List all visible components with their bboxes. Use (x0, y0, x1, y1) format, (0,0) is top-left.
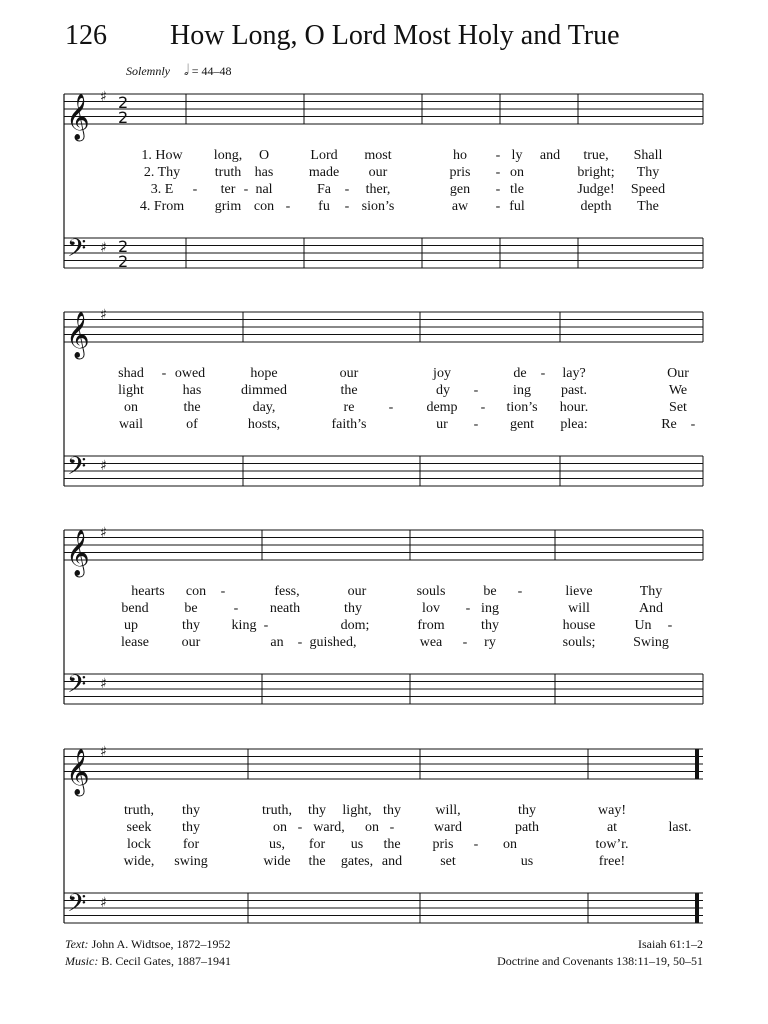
lyric-syllable: - (192, 182, 198, 197)
lyric-syllable: dy (436, 383, 450, 398)
lyric-syllable: our (368, 165, 388, 180)
lyric-syllable: tow’r. (595, 837, 629, 852)
lyric-syllable: aw (451, 199, 469, 214)
lyric-syllable: on (510, 165, 524, 180)
lyric-syllable: has (182, 383, 202, 398)
lyric-syllable: We (668, 383, 688, 398)
treble-staff (64, 94, 703, 124)
lyric-syllable: lieve (565, 584, 593, 599)
bass-clef-icon: 𝄢 (67, 670, 87, 705)
lyric-syllable: wide, (123, 854, 155, 869)
lyric-syllable: tion’s (506, 400, 538, 415)
lyric-syllable: Thy (636, 165, 660, 180)
lyric-syllable: Judge! (577, 182, 615, 197)
lyric-syllable: Speed (630, 182, 666, 197)
time-signature-icon: 2 (118, 93, 129, 112)
time-signature-icon: 2 (118, 108, 129, 127)
lyric-syllable: truth, (124, 803, 154, 818)
lyric-syllable: and (381, 854, 403, 869)
lyric-line-verse-1 (0, 584, 768, 600)
sharp-icon: ♯ (100, 89, 107, 105)
lyric-syllable: ho (453, 148, 467, 163)
lyric-syllable: lock (126, 837, 152, 852)
lyric-syllable: guished, (309, 635, 357, 650)
lyric-syllable: light, (342, 803, 372, 818)
tempo-marking (126, 62, 232, 80)
sharp-icon: ♯ (100, 525, 107, 541)
lyric-syllable: thy (481, 618, 499, 633)
lyric-syllable: our (181, 635, 201, 650)
music-system (0, 735, 768, 935)
credits-authors (65, 936, 231, 970)
lyric-syllable: Shall (633, 148, 663, 163)
lyric-syllable: ing (513, 383, 531, 398)
time-signature-icon: 2 (118, 252, 129, 271)
lyric-syllable: gates, (340, 854, 374, 869)
lyric-syllable: us (350, 837, 364, 852)
lyric-syllable: gent (509, 417, 535, 432)
lyric-syllable: on (503, 837, 517, 852)
bass-staff (64, 893, 703, 923)
lyric-line-verse-1 (0, 803, 768, 819)
lyric-syllable: sion’s (361, 199, 395, 214)
lyric-syllable: - (495, 148, 501, 163)
lyric-syllable: - (297, 635, 303, 650)
lyric-syllable: ful (509, 199, 525, 214)
lyric-syllable: hearts (131, 584, 165, 599)
lyric-line-verse-4 (0, 635, 768, 651)
lyric-syllable: be (184, 601, 198, 616)
lyric-syllable: depth (580, 199, 612, 214)
lyric-syllable: ry (484, 635, 496, 650)
lyric-syllable: for (182, 837, 200, 852)
lyric-syllable: ur (436, 417, 448, 432)
music-system (0, 516, 768, 716)
lyric-syllable: past. (560, 383, 588, 398)
treble-staff (64, 749, 703, 779)
lyric-syllable: the (183, 400, 201, 415)
music-system (0, 298, 768, 498)
lyric-line-verse-2 (0, 820, 768, 836)
lyric-syllable: - (344, 199, 350, 214)
lyric-syllable: - (690, 417, 696, 432)
lyric-line-verse-3 (0, 837, 768, 853)
lyric-syllable: our (339, 366, 359, 381)
lyric-syllable: con (185, 584, 207, 599)
treble-staff (64, 312, 703, 342)
lyric-syllable: at (606, 820, 618, 835)
lyric-syllable: The (637, 199, 659, 214)
music-credit: Music: B. Cecil Gates, 1887–1941 (65, 954, 231, 968)
lyric-syllable: nal (255, 182, 273, 197)
lyric-syllable: of (186, 417, 198, 432)
treble-staff (64, 530, 703, 560)
lyric-syllable: con (253, 199, 275, 214)
bass-clef-icon: 𝄢 (67, 234, 87, 269)
lyric-syllable: set (440, 854, 456, 869)
sharp-icon: ♯ (100, 307, 107, 323)
lyric-line-verse-4 (0, 417, 768, 433)
lyric-syllable: Re (661, 417, 677, 432)
lyric-line-verse-3 (0, 618, 768, 634)
lyric-syllable: thy (383, 803, 401, 818)
lyric-syllable: ther, (365, 182, 391, 197)
bass-staff (64, 674, 703, 704)
lyric-syllable: wail (118, 417, 144, 432)
lyric-syllable: our (347, 584, 367, 599)
lyric-syllable: hosts, (247, 417, 281, 432)
lyric-syllable: - (285, 199, 291, 214)
lyric-syllable: lease (121, 635, 149, 650)
lyric-line-verse-4 (0, 854, 768, 870)
time-signature-icon: 2 (118, 237, 129, 256)
lyric-syllable: thy (182, 820, 200, 835)
lyric-syllable: - (388, 400, 394, 415)
treble-clef-icon: 𝄞 (66, 312, 90, 358)
lyric-syllable: tle (510, 182, 524, 197)
lyric-syllable: gen (449, 182, 471, 197)
sharp-icon: ♯ (100, 240, 107, 256)
lyric-syllable: 1. How (141, 148, 183, 163)
lyric-syllable: will (568, 601, 590, 616)
lyric-syllable: thy (182, 803, 200, 818)
lyric-syllable: us (520, 854, 534, 869)
music-system (0, 80, 768, 280)
lyric-syllable: thy (308, 803, 326, 818)
lyric-syllable: bend (121, 601, 149, 616)
lyric-syllable: Un (634, 618, 652, 633)
lyric-line-verse-2 (0, 165, 768, 181)
lyric-syllable: for (308, 837, 326, 852)
lyric-syllable: - (495, 199, 501, 214)
lyric-syllable: made (308, 165, 340, 180)
bass-clef-icon: 𝄢 (67, 452, 87, 487)
bass-clef-icon: 𝄢 (67, 889, 87, 924)
lyric-syllable: seek (126, 820, 152, 835)
lyric-syllable: de (513, 366, 527, 381)
lyric-syllable: 3. E (150, 182, 174, 197)
lyric-syllable: Swing (633, 635, 669, 650)
lyric-syllable: swing (174, 854, 208, 869)
lyric-syllable: long, (213, 148, 243, 163)
lyric-syllable: the (383, 837, 401, 852)
lyric-syllable: - (540, 366, 546, 381)
lyric-syllable: Thy (639, 584, 663, 599)
lyric-syllable: true, (583, 148, 609, 163)
lyric-line-verse-2 (0, 601, 768, 617)
lyric-syllable: path (514, 820, 540, 835)
lyric-syllable: way! (598, 803, 626, 818)
lyric-syllable: - (473, 837, 479, 852)
lyric-syllable: - (389, 820, 395, 835)
lyric-syllable: ing (481, 601, 499, 616)
tempo-word: Solemnly (126, 64, 170, 78)
hymn-header (0, 0, 768, 79)
tempo-value: = 44–48 (191, 64, 232, 78)
lyric-syllable: be (483, 584, 497, 599)
lyric-syllable: on (124, 400, 138, 415)
lyric-syllable: ter (220, 182, 236, 197)
lyric-syllable: - (495, 165, 501, 180)
lyric-syllable: most (364, 148, 392, 163)
lyric-syllable: pris (449, 165, 471, 180)
lyric-syllable: dom; (340, 618, 370, 633)
lyric-syllable: from (417, 618, 445, 633)
hymn-title: How Long, O Lord Most Holy and True (170, 20, 620, 51)
lyric-syllable: demp (426, 400, 458, 415)
lyric-syllable: thy (182, 618, 200, 633)
bass-staff (64, 238, 703, 268)
lyric-syllable: - (297, 820, 303, 835)
lyric-syllable: owed (174, 366, 206, 381)
lyric-syllable: on (365, 820, 379, 835)
lyric-syllable: ward (434, 820, 462, 835)
lyric-line-verse-4 (0, 199, 768, 215)
lyric-syllable: last. (668, 820, 692, 835)
lyric-syllable: bright; (577, 165, 615, 180)
lyric-syllable: lov (422, 601, 440, 616)
lyric-syllable: grim (214, 199, 242, 214)
lyric-syllable: - (517, 584, 523, 599)
sharp-icon: ♯ (100, 744, 107, 760)
half-note-icon: 𝅗𝅥 (184, 63, 189, 79)
lyric-syllable: hour. (559, 400, 589, 415)
lyric-syllable: pris (432, 837, 454, 852)
lyric-syllable: - (473, 417, 479, 432)
lyric-syllable: - (667, 618, 673, 633)
lyric-syllable: - (344, 182, 350, 197)
lyric-syllable: 4. From (139, 199, 185, 214)
lyric-syllable: ward, (313, 820, 345, 835)
credits-scripture (497, 936, 703, 970)
lyric-line-verse-3 (0, 182, 768, 198)
lyric-syllable: - (220, 584, 226, 599)
lyric-line-verse-1 (0, 366, 768, 382)
lyric-syllable: Lord (310, 148, 338, 163)
lyric-syllable: on (273, 820, 287, 835)
scripture-reference: Isaiah 61:1–2 (638, 937, 703, 951)
lyric-syllable: souls (416, 584, 446, 599)
lyric-syllable: thy (518, 803, 536, 818)
lyric-syllable: house (562, 618, 596, 633)
lyric-syllable: free! (598, 854, 626, 869)
lyric-syllable: us, (269, 837, 285, 852)
lyric-syllable: - (263, 618, 269, 633)
lyric-syllable: - (495, 182, 501, 197)
lyric-syllable: and (539, 148, 561, 163)
lyric-syllable: shad (118, 366, 144, 381)
treble-clef-icon: 𝄞 (66, 530, 90, 576)
lyric-syllable: Our (667, 366, 689, 381)
lyric-syllable: lay? (562, 366, 586, 381)
lyric-syllable: hope (250, 366, 278, 381)
lyric-syllable: - (480, 400, 486, 415)
lyric-syllable: light (118, 383, 144, 398)
lyric-syllable: truth, (262, 803, 292, 818)
lyric-syllable: - (465, 601, 471, 616)
lyric-syllable: wea (419, 635, 443, 650)
lyric-syllable: thy (344, 601, 362, 616)
lyric-syllable: fu (318, 199, 330, 214)
lyric-syllable: souls; (562, 635, 596, 650)
lyric-syllable: - (161, 366, 167, 381)
scripture-reference: Doctrine and Covenants 138:11–19, 50–51 (497, 954, 703, 968)
hymn-number: 126 (65, 20, 107, 51)
lyric-syllable: the (308, 854, 326, 869)
lyric-syllable: neath (269, 601, 301, 616)
treble-clef-icon: 𝄞 (66, 749, 90, 795)
lyric-syllable: will, (435, 803, 461, 818)
lyric-syllable: fess, (274, 584, 300, 599)
lyric-line-verse-2 (0, 383, 768, 399)
lyric-syllable: Fa (317, 182, 331, 197)
lyric-syllable: has (254, 165, 274, 180)
lyric-syllable: plea: (560, 417, 588, 432)
lyric-syllable: the (340, 383, 358, 398)
sharp-icon: ♯ (100, 458, 107, 474)
sharp-icon: ♯ (100, 676, 107, 692)
lyric-syllable: faith’s (331, 417, 367, 432)
treble-clef-icon: 𝄞 (66, 94, 90, 140)
lyric-syllable: an (270, 635, 284, 650)
lyric-syllable: re (343, 400, 355, 415)
lyric-syllable: wide (263, 854, 291, 869)
lyric-syllable: truth (214, 165, 242, 180)
lyric-syllable: 2. Thy (143, 165, 181, 180)
lyric-line-verse-1 (0, 148, 768, 164)
lyric-syllable: - (233, 601, 239, 616)
sharp-icon: ♯ (100, 895, 107, 911)
lyric-syllable: up (124, 618, 138, 633)
lyric-syllable: king (231, 618, 257, 633)
text-credit: Text: John A. Widtsoe, 1872–1952 (65, 937, 231, 951)
lyric-syllable: ly (511, 148, 523, 163)
lyric-syllable: - (462, 635, 468, 650)
lyric-syllable: Set (669, 400, 687, 415)
lyric-line-verse-3 (0, 400, 768, 416)
lyric-syllable: day, (252, 400, 276, 415)
bass-staff (64, 456, 703, 486)
lyric-syllable: And (638, 601, 664, 616)
lyric-syllable: - (473, 383, 479, 398)
lyric-syllable: joy (433, 366, 451, 381)
lyric-syllable: - (243, 182, 249, 197)
lyric-syllable: dimmed (241, 383, 287, 398)
lyric-syllable: O (258, 148, 270, 163)
